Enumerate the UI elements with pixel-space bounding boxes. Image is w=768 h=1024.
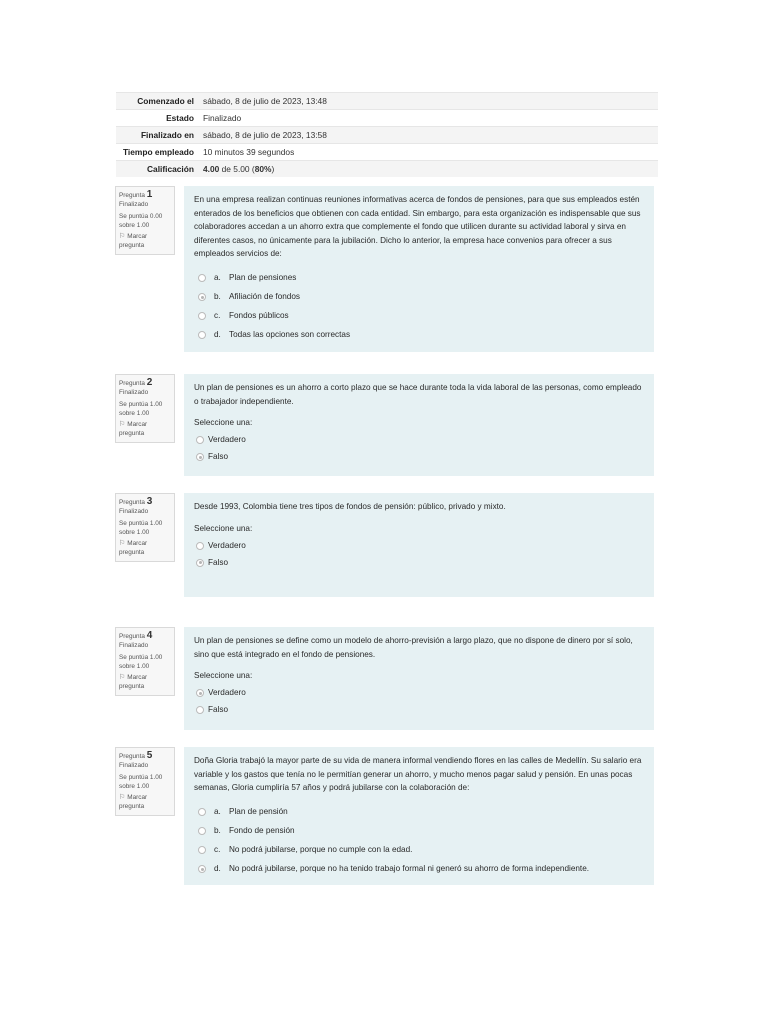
grade-end: )	[271, 164, 275, 174]
radio-button-selected[interactable]	[198, 293, 206, 301]
answer-option-d[interactable]	[194, 860, 644, 879]
question-text: Un plan de pensiones es un ahorro a corto plazo que se hace durante toda la vida laboral de las personas, como empleado o trabajador independiente.	[194, 383, 642, 406]
option-letter: a.	[214, 273, 221, 283]
question-content-2	[184, 374, 654, 476]
radio-button[interactable]	[198, 846, 206, 854]
summary-row-started	[116, 92, 658, 109]
radio-button[interactable]	[198, 331, 206, 339]
select-one-prompt: Seleccione una:	[194, 523, 253, 533]
question-text: Un plan de pensiones se define como un modelo de ahorro-previsión a largo plazo, que no dispone de dinero por sí solo, sino que está integrado en el fondo de pensiones.	[194, 636, 633, 659]
option-text: Falso	[208, 705, 229, 715]
radio-button[interactable]	[198, 827, 206, 835]
summary-value: 10 minutos 39 segundos	[203, 147, 295, 157]
question-grade: Se puntúa 0.00 sobre 1.00	[119, 213, 163, 229]
question-content-4	[184, 627, 654, 730]
question-number-value: 1	[146, 189, 153, 200]
flag-label: Marcar pregunta	[119, 674, 148, 690]
question-label: Pregunta	[119, 192, 145, 199]
question-number	[119, 751, 171, 761]
select-one-prompt: Seleccione una:	[194, 418, 253, 427]
answer-option-true[interactable]	[194, 685, 644, 702]
summary-row-finished	[116, 126, 658, 143]
answer-option-b[interactable]	[194, 288, 644, 307]
question-info-1	[115, 186, 175, 255]
option-letter: d.	[214, 864, 221, 874]
question-text: Doña Gloria trabajó la mayor parte de su vida de manera informal vendiendo flores en las calles de Medellín. Su salario era variable y los gastos que tenía no le permitían generar un ahorro, y mucho menos pagar salud y pensión. En unas pocas semanas, Gloria cumpliría 57 años y podrá jubilarse con la colaboración de:	[194, 756, 642, 792]
answer-option-c[interactable]	[194, 307, 644, 326]
question-info-2	[115, 374, 175, 443]
question-grade: Se puntúa 1.00 sobre 1.00	[119, 654, 163, 670]
option-text: Afiliación de fondos	[229, 292, 301, 302]
flag-question-link[interactable]	[119, 793, 171, 811]
answer-option-true[interactable]	[194, 432, 644, 449]
answer-option-true[interactable]	[194, 537, 644, 554]
answer-option-a[interactable]	[194, 269, 644, 288]
question-number-value: 4	[146, 630, 153, 641]
answer-option-b[interactable]	[194, 822, 644, 841]
question-number-value: 2	[146, 377, 153, 388]
grade-score: 4.00	[203, 164, 220, 174]
option-text: Verdadero	[208, 540, 246, 550]
summary-label: Tiempo empleado	[122, 147, 194, 157]
radio-button-selected[interactable]	[196, 453, 204, 461]
question-content-5	[184, 747, 654, 885]
radio-button-selected[interactable]	[198, 865, 206, 873]
answer-option-a[interactable]	[194, 803, 644, 822]
question-number-value: 3	[146, 496, 153, 507]
option-text: Plan de pensión	[229, 807, 288, 817]
radio-button[interactable]	[198, 312, 206, 320]
question-label: Pregunta	[119, 633, 145, 640]
question-number	[119, 497, 171, 507]
answer-option-c[interactable]	[194, 841, 644, 860]
flag-icon: ⚐	[119, 421, 126, 428]
question-content-3	[184, 493, 654, 597]
question-label: Pregunta	[119, 499, 145, 506]
answer-option-false[interactable]	[194, 702, 644, 719]
option-text: Verdadero	[208, 435, 246, 445]
question-state: Finalizado	[119, 642, 149, 649]
option-text: No podrá jubilarse, porque no cumple con la edad.	[229, 845, 413, 855]
option-text: No podrá jubilarse, porque no ha tenido trabajo formal ni generó su ahorro de forma independiente.	[229, 864, 590, 874]
summary-label: Finalizado en	[140, 130, 194, 140]
summary-row-time	[116, 143, 658, 160]
option-letter: b.	[214, 292, 221, 302]
flag-question-link[interactable]	[119, 232, 171, 250]
attempt-summary-table	[116, 92, 658, 177]
summary-value: Finalizado	[203, 113, 242, 123]
grade-value	[199, 161, 278, 177]
flag-icon: ⚐	[119, 540, 126, 547]
flag-label: Marcar pregunta	[119, 233, 148, 249]
summary-label: Calificación	[146, 164, 194, 174]
option-text: Falso	[208, 452, 229, 462]
question-state: Finalizado	[119, 201, 149, 208]
answer-option-d[interactable]	[194, 326, 644, 345]
option-letter: a.	[214, 807, 221, 817]
question-grade: Se puntúa 1.00 sobre 1.00	[119, 520, 163, 536]
flag-label: Marcar pregunta	[119, 421, 148, 437]
question-text: Desde 1993, Colombia tiene tres tipos de fondos de pensión: público, privado y mixto.	[194, 502, 506, 511]
radio-button-selected[interactable]	[196, 689, 204, 697]
summary-value: sábado, 8 de julio de 2023, 13:58	[203, 130, 327, 140]
question-info-5	[115, 747, 175, 816]
flag-question-link[interactable]	[119, 673, 171, 691]
flag-icon: ⚐	[119, 794, 126, 801]
flag-label: Marcar pregunta	[119, 794, 148, 810]
answer-option-false[interactable]	[194, 449, 644, 466]
question-content-1	[184, 186, 654, 352]
question-info-4	[115, 627, 175, 696]
question-state: Finalizado	[119, 389, 149, 396]
summary-row-state	[116, 109, 658, 126]
summary-row-grade	[116, 160, 658, 177]
summary-value: sábado, 8 de julio de 2023, 13:48	[203, 96, 327, 106]
question-number	[119, 190, 171, 200]
question-state: Finalizado	[119, 762, 149, 769]
radio-button[interactable]	[196, 706, 204, 714]
question-number	[119, 631, 171, 641]
radio-button[interactable]	[198, 808, 206, 816]
radio-button[interactable]	[198, 274, 206, 282]
option-letter: d.	[214, 330, 221, 340]
question-info-3	[115, 493, 175, 562]
flag-question-link[interactable]	[119, 420, 171, 438]
flag-label: Marcar pregunta	[119, 540, 148, 556]
option-letter: b.	[214, 826, 221, 836]
select-one-prompt: Seleccione una:	[194, 671, 253, 680]
grade-mid: de 5.00 (	[219, 164, 255, 174]
grade-percent: 80%	[254, 164, 272, 174]
option-letter: c.	[214, 845, 221, 855]
question-label: Pregunta	[119, 380, 145, 387]
option-text: Todas las opciones son correctas	[229, 330, 351, 340]
option-text: Verdadero	[208, 688, 246, 698]
question-label: Pregunta	[119, 753, 145, 760]
question-number	[119, 378, 171, 388]
flag-icon: ⚐	[119, 233, 126, 240]
summary-label: Estado	[166, 113, 194, 123]
question-state: Finalizado	[119, 508, 149, 515]
radio-button[interactable]	[196, 542, 204, 550]
question-grade: Se puntúa 1.00 sobre 1.00	[119, 774, 163, 790]
option-letter: c.	[214, 311, 221, 321]
question-number-value: 5	[146, 750, 153, 761]
option-text: Fondo de pensión	[229, 826, 295, 836]
question-text: En una empresa realizan continuas reuniones informativas acerca de fondos de pensiones, para que sus empleados estén enterados de los beneficios que obtienen con cada entidad. Sin embargo, para esta organización es indispensable que sus colaboradores accedan a un ahorro extra que complemente el fondo que utilicen durante su actividad laboral y sirva en diferentes casos, no únicamente para la jubilación. Dicho lo anterior, la empresa hace convenios para ofrecer a sus empleados servicios de:	[194, 195, 641, 258]
summary-label: Comenzado el	[137, 96, 194, 106]
question-grade: Se puntúa 1.00 sobre 1.00	[119, 401, 163, 417]
radio-button[interactable]	[196, 436, 204, 444]
flag-question-link[interactable]	[119, 539, 171, 557]
answer-option-false[interactable]	[194, 554, 644, 571]
option-text: Falso	[208, 557, 229, 567]
option-text: Plan de pensiones	[229, 273, 297, 283]
flag-icon: ⚐	[119, 674, 126, 681]
option-text: Fondos públicos	[229, 311, 289, 321]
radio-button-selected[interactable]	[196, 559, 204, 567]
